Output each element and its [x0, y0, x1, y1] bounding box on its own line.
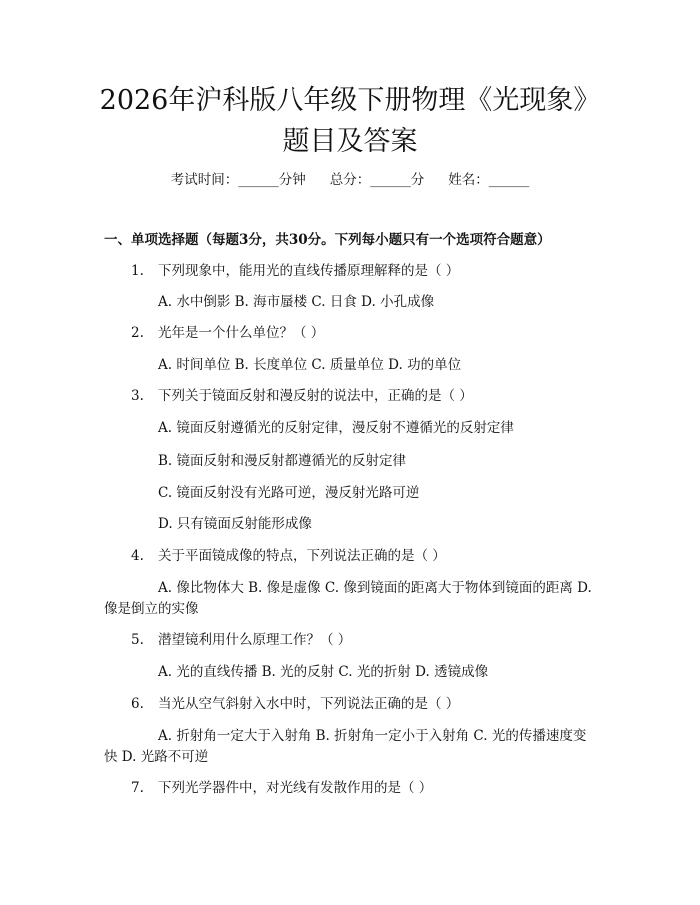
- question-3-option-b: B. 镜面反射和漫反射都遵循光的反射定律: [158, 453, 407, 469]
- section-title: 一、单项选择题（每题3分，共30分。下列每小题只有一个选项符合题意）: [104, 232, 551, 248]
- question-number: 7.: [131, 780, 144, 796]
- question-text: 关于平面镜成像的特点，下列说法正确的是（ ）: [158, 548, 446, 564]
- question-number: 5.: [131, 632, 144, 648]
- question-2-options: A. 时间单位 B. 长度单位 C. 质量单位 D. 功的单位: [158, 357, 462, 373]
- exam-time-field: 考试时间：______分钟: [170, 172, 306, 188]
- question-7: [131, 778, 432, 798]
- total-score-field: 总分：______分: [329, 172, 425, 188]
- exam-meta: [0, 170, 700, 190]
- question-3-option-a: A. 镜面反射遵循光的反射定律，漫反射不遵循光的反射定律: [158, 420, 514, 436]
- question-4-options: A. 像比物体大 B. 像是虚像 C. 像到镜面的距离大于物体到镜面的距离 D. 像是倒立的实像: [104, 580, 592, 617]
- question-1-options: A. 水中倒影 B. 海市蜃楼 C. 日食 D. 小孔成像: [158, 294, 435, 310]
- question-text: 潜望镜利用什么原理工作？（ ）: [158, 632, 352, 648]
- question-2: [131, 323, 324, 343]
- question-text: 当光从空气斜射入水中时，下列说法正确的是（ ）: [158, 696, 460, 712]
- question-1: [131, 261, 459, 281]
- question-text: 光年是一个什么单位？（ ）: [158, 325, 325, 341]
- question-number: 6.: [131, 696, 144, 712]
- question-text: 下列光学器件中，对光线有发散作用的是（ ）: [158, 780, 433, 796]
- question-number: 1.: [131, 263, 144, 279]
- question-number: 2.: [131, 325, 144, 341]
- question-number: 4.: [131, 548, 144, 564]
- question-6: [131, 694, 459, 714]
- student-name-field: 姓名：______: [448, 172, 530, 188]
- question-5-options: A. 光的直线传播 B. 光的反射 C. 光的折射 D. 透镜成像: [158, 664, 489, 680]
- question-3: [131, 386, 473, 406]
- question-text: 下列现象中，能用光的直线传播原理解释的是（ ）: [158, 263, 460, 279]
- document-title: 2026年沪科版八年级下册物理《光现象》题目及答案: [99, 85, 601, 157]
- question-3-option-d: D. 只有镜面反射能形成像: [158, 516, 312, 532]
- question-4: [131, 546, 446, 566]
- question-5: [131, 630, 351, 650]
- question-number: 3.: [131, 388, 144, 404]
- question-6-options: A. 折射角一定大于入射角 B. 折射角一定小于入射角 C. 光的传播速度变快 D. 光路不可逆: [104, 728, 587, 765]
- question-text: 下列关于镜面反射和漫反射的说法中，正确的是（ ）: [158, 388, 473, 404]
- question-3-option-c: C. 镜面反射没有光路可逆，漫反射光路可逆: [158, 485, 420, 501]
